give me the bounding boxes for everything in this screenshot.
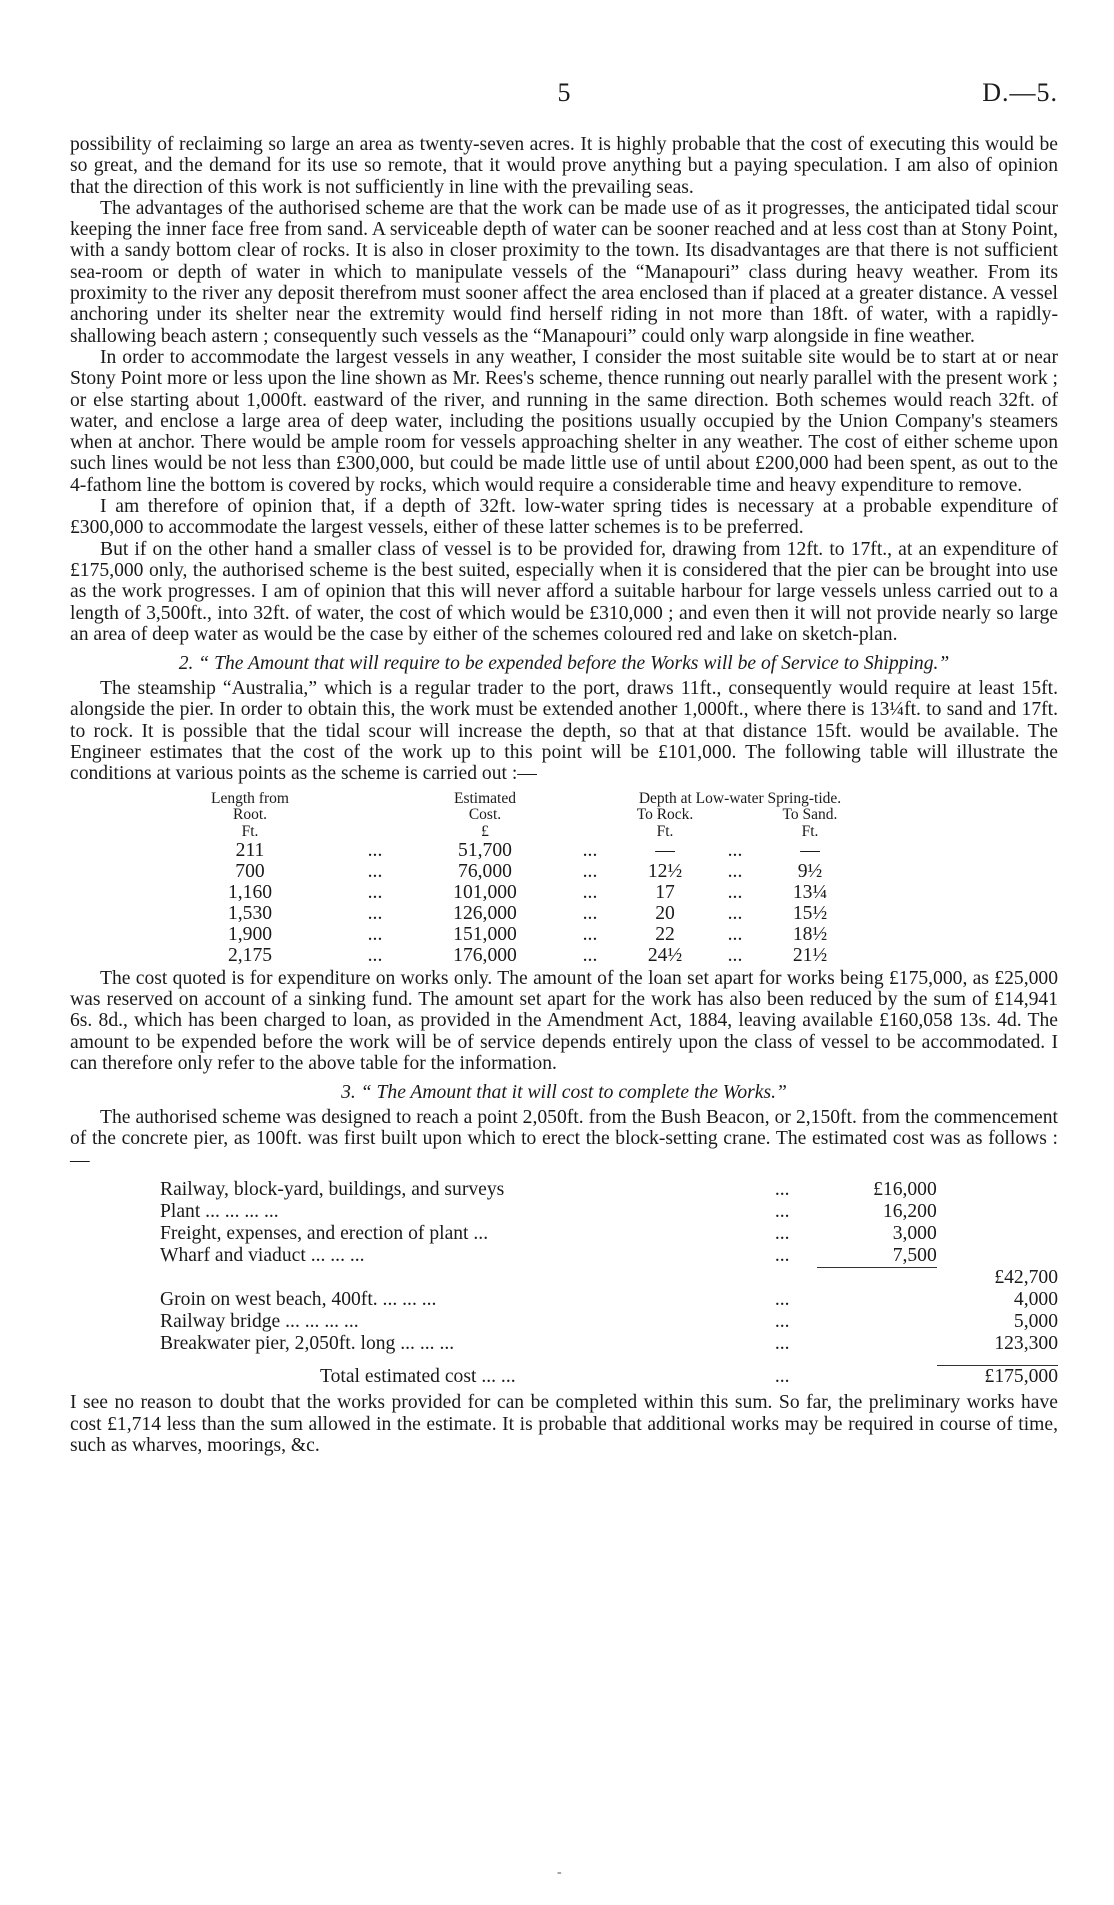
header-depth: Depth at Low-water Spring-tide. [638,789,842,807]
cost-item-amount: 123,300 [994,1333,1058,1355]
cost-item-dots: ... [774,1178,790,1200]
cost-item-row [160,1223,1058,1245]
header-sand: To Sand. [782,805,838,823]
row-dots: ... [367,923,383,945]
cost-item-row [160,1179,1058,1201]
depth-cost-table [170,791,850,966]
cost-item-label: Groin on west beach, 400ft. ... ... ... [160,1289,437,1311]
cost-item-label: Railway bridge ... ... ... ... [160,1311,359,1333]
row-dots: ... [582,923,598,945]
cost-item-amount: 16,200 [882,1200,937,1222]
row-cost: 126,000 [453,902,517,924]
row-cost: 151,000 [453,923,517,945]
table-row [170,882,850,903]
row-depth-rock: 12½ [647,860,683,882]
row-cost: 51,700 [458,839,512,861]
cost-item-dots: ... [774,1289,790,1311]
row-dots: ... [582,944,598,966]
table-header-row [170,791,850,807]
section-2-heading: 2. “ The Amount that will require to be expended before the Works will be of Service to Shipping.” [178,653,950,675]
row-depth-sand: 21½ [792,944,828,966]
paragraph-smaller-class: But if on the other hand a smaller class of vessel is to be provided for, drawing from 12ft. to 17ft., at an expenditure of £175,000 only, the authorised scheme is the best suited, especially when it is considered that the pier can be brought into use as the work progresses. I am of opinion that this will never afford a suitable harbour for large vessels unless carried out to a length of 3,500ft., into 32ft. of water, the cost of which would be £310,000 ; and even then it will not provide nearly so large an area of deep water as would be the case by either of the schemes coloured red and lake on sketch-plan. [70,538,1058,645]
cost-item-dots: ... [774,1311,790,1333]
cost-item-label: Railway, block-yard, buildings, and surveys [160,1178,505,1200]
header-rock: To Rock. [636,805,694,823]
paragraph-largest-vessels: In order to accommodate the largest vessels in any weather, I consider the most suitable site would be to start at or near Stony Point more or less upon the line shown as Mr. Rees's scheme, thence running out nearly parallel with the present work ; or else starting about 1,000ft. eastward of the river, and running in the same direction. Both schemes would reach 32ft. of water, and enclose a large area of deep water, including the positions usually occupied by the Union Company's steamers when at anchor. There would be ample room for vessels approaching shelter in any weather. The cost of either scheme upon such lines would be not less than £300,000, but could be made little use of until about £200,000 had been spent, as out to the 4-fathom line the bottom is covered by rocks, which would require a considerable time and heavy expenditure to remove. [70,346,1058,496]
cost-item-amount: 4,000 [1013,1289,1058,1311]
paragraph-conclusion: I see no reason to doubt that the works provided for can be completed within this sum. So far, the preliminary works have cost £1,714 less than the sum allowed in the estimate. It is probable that additional works may be required in course of time, such as wharves, moorings, &c. [70,1392,1058,1457]
header-length-2: Root. [232,805,268,823]
paragraph-authorised-scheme: The authorised scheme was designed to reach a point 2,050ft. from the Bush Beacon, or 2,150ft. from the commencement of the concrete pier, as 100ft. was first built upon which to erect the block-setting crane. The estimated cost was as follows :— [70,1107,1058,1171]
cost-item-amount: 3,000 [892,1222,937,1244]
row-depth-sand: — [800,839,820,861]
row-length: 1,530 [227,902,273,924]
total-amount: £175,000 [937,1366,1058,1389]
cost-item-dots: ... [774,1333,790,1355]
cost-item-amount: 5,000 [1013,1311,1058,1333]
row-depth-rock: 24½ [647,944,683,966]
subtotal-row [160,1267,1058,1289]
table-row [170,945,850,966]
cost-item-row [160,1333,1058,1355]
document-reference: D.—5. [982,78,1058,107]
table-row [170,924,850,945]
estimated-cost-table [160,1179,1058,1389]
table-row [170,840,850,861]
row-depth-rock: 20 [655,902,675,924]
cost-item-row [160,1289,1058,1311]
row-depth-sand: 15½ [792,902,828,924]
row-cost: 101,000 [453,881,517,903]
total-row: Total estimated cost ... ... ... £175,000 [160,1366,1058,1389]
row-length: 2,175 [227,944,273,966]
row-dots: ... [582,860,598,882]
cost-item-row [160,1245,1058,1268]
paragraph-advantages: The advantages of the authorised scheme are that the work can be made use of as it progresses, the anticipated tidal scour keeping the inner face free from sand. A serviceable depth of water can be sooner reached and at less cost than at Stony Point, with a sandy bottom clear of rocks. It is also in closer proximity to the town. Its disadvantages are that there is not sufficient sea-room or depth of water in which to manipulate vessels of the “Manapouri” class during heavy weather. From its proximity to the river any deposit therefrom must sooner affect the area enclosed than if placed at a greater distance. A vessel anchoring under its shelter near the extremity would find herself riding in not more than 18ft. of water, with a rapidly-shallowing beach astern ; consequently such vessels as the “Manapouri” could only warp alongside in fine weather. [70,197,1058,347]
cost-item-label: Breakwater pier, 2,050ft. long ... ... ... [160,1333,455,1355]
table-row [170,861,850,882]
paragraph-opinion: I am therefore of opinion that, if a depth of 32ft. low-water spring tides is necessary at a probable expenditure of £300,000 to accommodate the largest vessels, either of these latter schemes is to be preferred. [70,496,1058,539]
section-3-heading: 3. “ The Amount that it will cost to complete the Works.” [341,1082,787,1104]
row-dots: ... [727,902,743,924]
row-depth-sand: 9½ [797,860,823,882]
row-length: 1,160 [227,881,273,903]
body-text [70,134,1058,1456]
footer-mark: - [557,1865,562,1880]
row-depth-rock: 17 [655,881,675,903]
row-cost: 176,000 [453,944,517,966]
header-length: Length from [211,789,289,807]
row-dots: ... [367,839,383,861]
row-dots: ... [727,839,743,861]
row-dots: ... [582,839,598,861]
row-dots: ... [727,860,743,882]
row-length: 1,900 [227,923,273,945]
paragraph-continued: possibility of reclaiming so large an area as twenty-seven acres. It is highly probable that the cost of executing this would be so great, and the demand for its use so remote, that it would prove anything but a paying speculation. I am also of opinion that the direction of this work is not sufficiently in line with the prevailing seas. [70,134,1058,198]
cost-item-amount: 7,500 [892,1244,937,1266]
paragraph-cost-quoted: The cost quoted is for expenditure on works only. The amount of the loan set apart for works being £175,000, as £25,000 was reserved on account of a sinking fund. The amount set apart for the work has also been reduced by the sum of £14,941 6s. 8d., which has been charged to loan, as provided in the Amendment Act, 1884, leaving available £160,058 13s. 4d. The amount to be expended before the work will be of service depends entirely upon the class of vessel to be accommodated. I can therefore only refer to the above table for the information. [70,967,1058,1074]
cost-item-dots: ... [774,1200,790,1222]
row-length: 211 [235,839,265,861]
total-label: Total estimated cost ... ... [320,1366,516,1388]
cost-item-amount: £16,000 [873,1178,937,1200]
paragraph-steamship: The steamship “Australia,” which is a regular trader to the port, draws 11ft., consequently would require at least 15ft. alongside the pier. In order to obtain this, the work must be extended another 1,000ft., where there is 13¼ft. to sand and 17ft. to rock. It is possible that the tidal scour will increase the depth, so that at that distance 15ft. would be available. The Engineer estimates that the cost of the work up to this point will be £101,000. The following table will illustrate the conditions at various points as the scheme is carried out :— [70,678,1058,785]
row-depth-sand: 18½ [792,923,828,945]
row-length: 700 [235,860,265,882]
row-cost: 76,000 [458,860,512,882]
table-row [170,903,850,924]
row-dots: ... [727,944,743,966]
cost-item-label: Wharf and viaduct ... ... ... [160,1245,365,1267]
header-cost-2: Cost. [468,805,502,823]
row-depth-rock: — [655,839,675,861]
row-dots: ... [367,860,383,882]
table-unit-row: Ft. £ Ft. Ft. [241,822,819,840]
cost-item-dots: ... [774,1245,790,1267]
row-depth-sand: 13¼ [792,881,828,903]
subtotal-amount: £42,700 [994,1267,1058,1289]
row-dots: ... [367,944,383,966]
row-dots: ... [727,923,743,945]
cost-item-dots: ... [774,1222,790,1244]
row-dots: ... [582,902,598,924]
row-dots: ... [367,902,383,924]
cost-item-label: Plant ... ... ... ... [160,1200,279,1222]
page-number: 5 [557,78,571,107]
page-header [70,78,1058,114]
row-dots: ... [582,881,598,903]
cost-item-label: Freight, expenses, and erection of plant ... [160,1222,489,1244]
row-depth-rock: 22 [655,923,675,945]
table-header-row-2 [170,807,850,823]
header-cost: Estimated [454,789,516,807]
cost-item-row [160,1311,1058,1333]
row-dots: ... [367,881,383,903]
cost-item-row [160,1201,1058,1223]
row-dots: ... [727,881,743,903]
